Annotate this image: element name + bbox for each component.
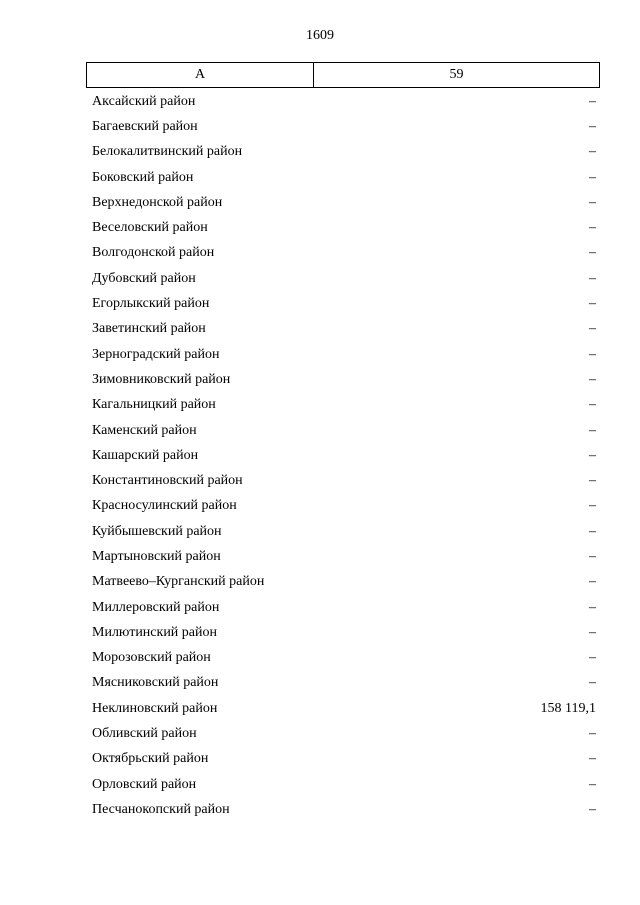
- district-name: Милютинский район: [92, 624, 218, 640]
- district-value: –: [589, 574, 596, 590]
- district-value: –: [589, 599, 596, 615]
- district-value: –: [589, 523, 596, 539]
- district-name: Миллеровский район: [92, 599, 220, 615]
- district-value: –: [589, 801, 596, 817]
- table-row: [92, 241, 596, 266]
- table-row: [92, 620, 596, 645]
- district-name: Белокалитвинский район: [92, 144, 243, 160]
- table-row: [92, 114, 596, 139]
- district-value: –: [589, 751, 596, 767]
- district-value: 158 119,1: [540, 700, 596, 716]
- table-row: [92, 671, 596, 696]
- table-row: [92, 367, 596, 392]
- district-value: –: [589, 548, 596, 564]
- table-row: [92, 721, 596, 746]
- district-name: Орловский район: [92, 776, 197, 792]
- header-col-b: 59: [314, 63, 600, 88]
- district-value: –: [589, 144, 596, 160]
- district-name: Константиновский район: [92, 473, 243, 489]
- table-row: [92, 646, 596, 671]
- district-name: Октябрьский район: [92, 751, 209, 767]
- district-name: Куйбышевский район: [92, 523, 222, 539]
- district-name: Морозовский район: [92, 650, 211, 666]
- table-row: [92, 291, 596, 316]
- district-name: Егорлыкский район: [92, 296, 210, 312]
- table-row: [92, 418, 596, 443]
- district-value: –: [589, 776, 596, 792]
- table-row: [92, 747, 596, 772]
- table-row: [92, 468, 596, 493]
- district-name: Заветинский район: [92, 321, 206, 337]
- district-name: Зимовниковский район: [92, 371, 231, 387]
- table-row: [92, 393, 596, 418]
- district-value: –: [589, 371, 596, 387]
- district-list: [92, 89, 596, 823]
- district-name: Волгодонской район: [92, 245, 215, 261]
- district-value: –: [589, 726, 596, 742]
- district-value: –: [589, 296, 596, 312]
- district-value: –: [589, 473, 596, 489]
- district-name: Обливский район: [92, 726, 197, 742]
- district-name: Боковский район: [92, 169, 194, 185]
- table-row: [92, 342, 596, 367]
- district-value: –: [589, 624, 596, 640]
- table-header: [86, 62, 600, 88]
- district-value: –: [589, 194, 596, 210]
- table-row: [92, 519, 596, 544]
- table-row: [92, 317, 596, 342]
- table-row: [92, 570, 596, 595]
- district-value: –: [589, 447, 596, 463]
- district-name: Дубовский район: [92, 270, 196, 286]
- district-name: Матвеево–Курганский район: [92, 574, 265, 590]
- district-name: Красносулинский район: [92, 498, 237, 514]
- district-value: –: [589, 270, 596, 286]
- district-value: –: [589, 397, 596, 413]
- table-row: [92, 266, 596, 291]
- district-name: Кашарский район: [92, 447, 199, 463]
- table-row: [92, 696, 596, 721]
- table-row: [92, 595, 596, 620]
- district-value: –: [589, 118, 596, 134]
- district-value: –: [589, 220, 596, 236]
- district-value: –: [589, 346, 596, 362]
- district-value: –: [589, 650, 596, 666]
- table-row: [92, 494, 596, 519]
- district-value: –: [589, 422, 596, 438]
- district-name: Багаевский район: [92, 118, 198, 134]
- table-row: [92, 165, 596, 190]
- district-value: –: [589, 321, 596, 337]
- district-value: –: [589, 93, 596, 109]
- district-name: Неклиновский район: [92, 700, 218, 716]
- district-name: Песчанокопский район: [92, 801, 230, 817]
- district-name: Верхнедонской район: [92, 194, 223, 210]
- table-row: [92, 140, 596, 165]
- header-col-a: А: [87, 63, 314, 88]
- table-row: [92, 544, 596, 569]
- district-name: Аксайский район: [92, 93, 196, 109]
- district-value: –: [589, 245, 596, 261]
- table-row: [92, 772, 596, 797]
- table-row: [92, 797, 596, 822]
- page-number: 1609: [306, 28, 334, 43]
- header-row: [87, 63, 600, 88]
- district-value: –: [589, 675, 596, 691]
- table-row: [92, 89, 596, 114]
- table-row: [92, 190, 596, 215]
- district-name: Зерноградский район: [92, 346, 220, 362]
- district-name: Мясниковский район: [92, 675, 219, 691]
- district-value: –: [589, 169, 596, 185]
- table-row: [92, 215, 596, 240]
- district-name: Каменский район: [92, 422, 197, 438]
- district-name: Веселовский район: [92, 220, 208, 236]
- district-value: –: [589, 498, 596, 514]
- table-row: [92, 443, 596, 468]
- district-name: Мартыновский район: [92, 548, 221, 564]
- district-name: Кагальницкий район: [92, 397, 216, 413]
